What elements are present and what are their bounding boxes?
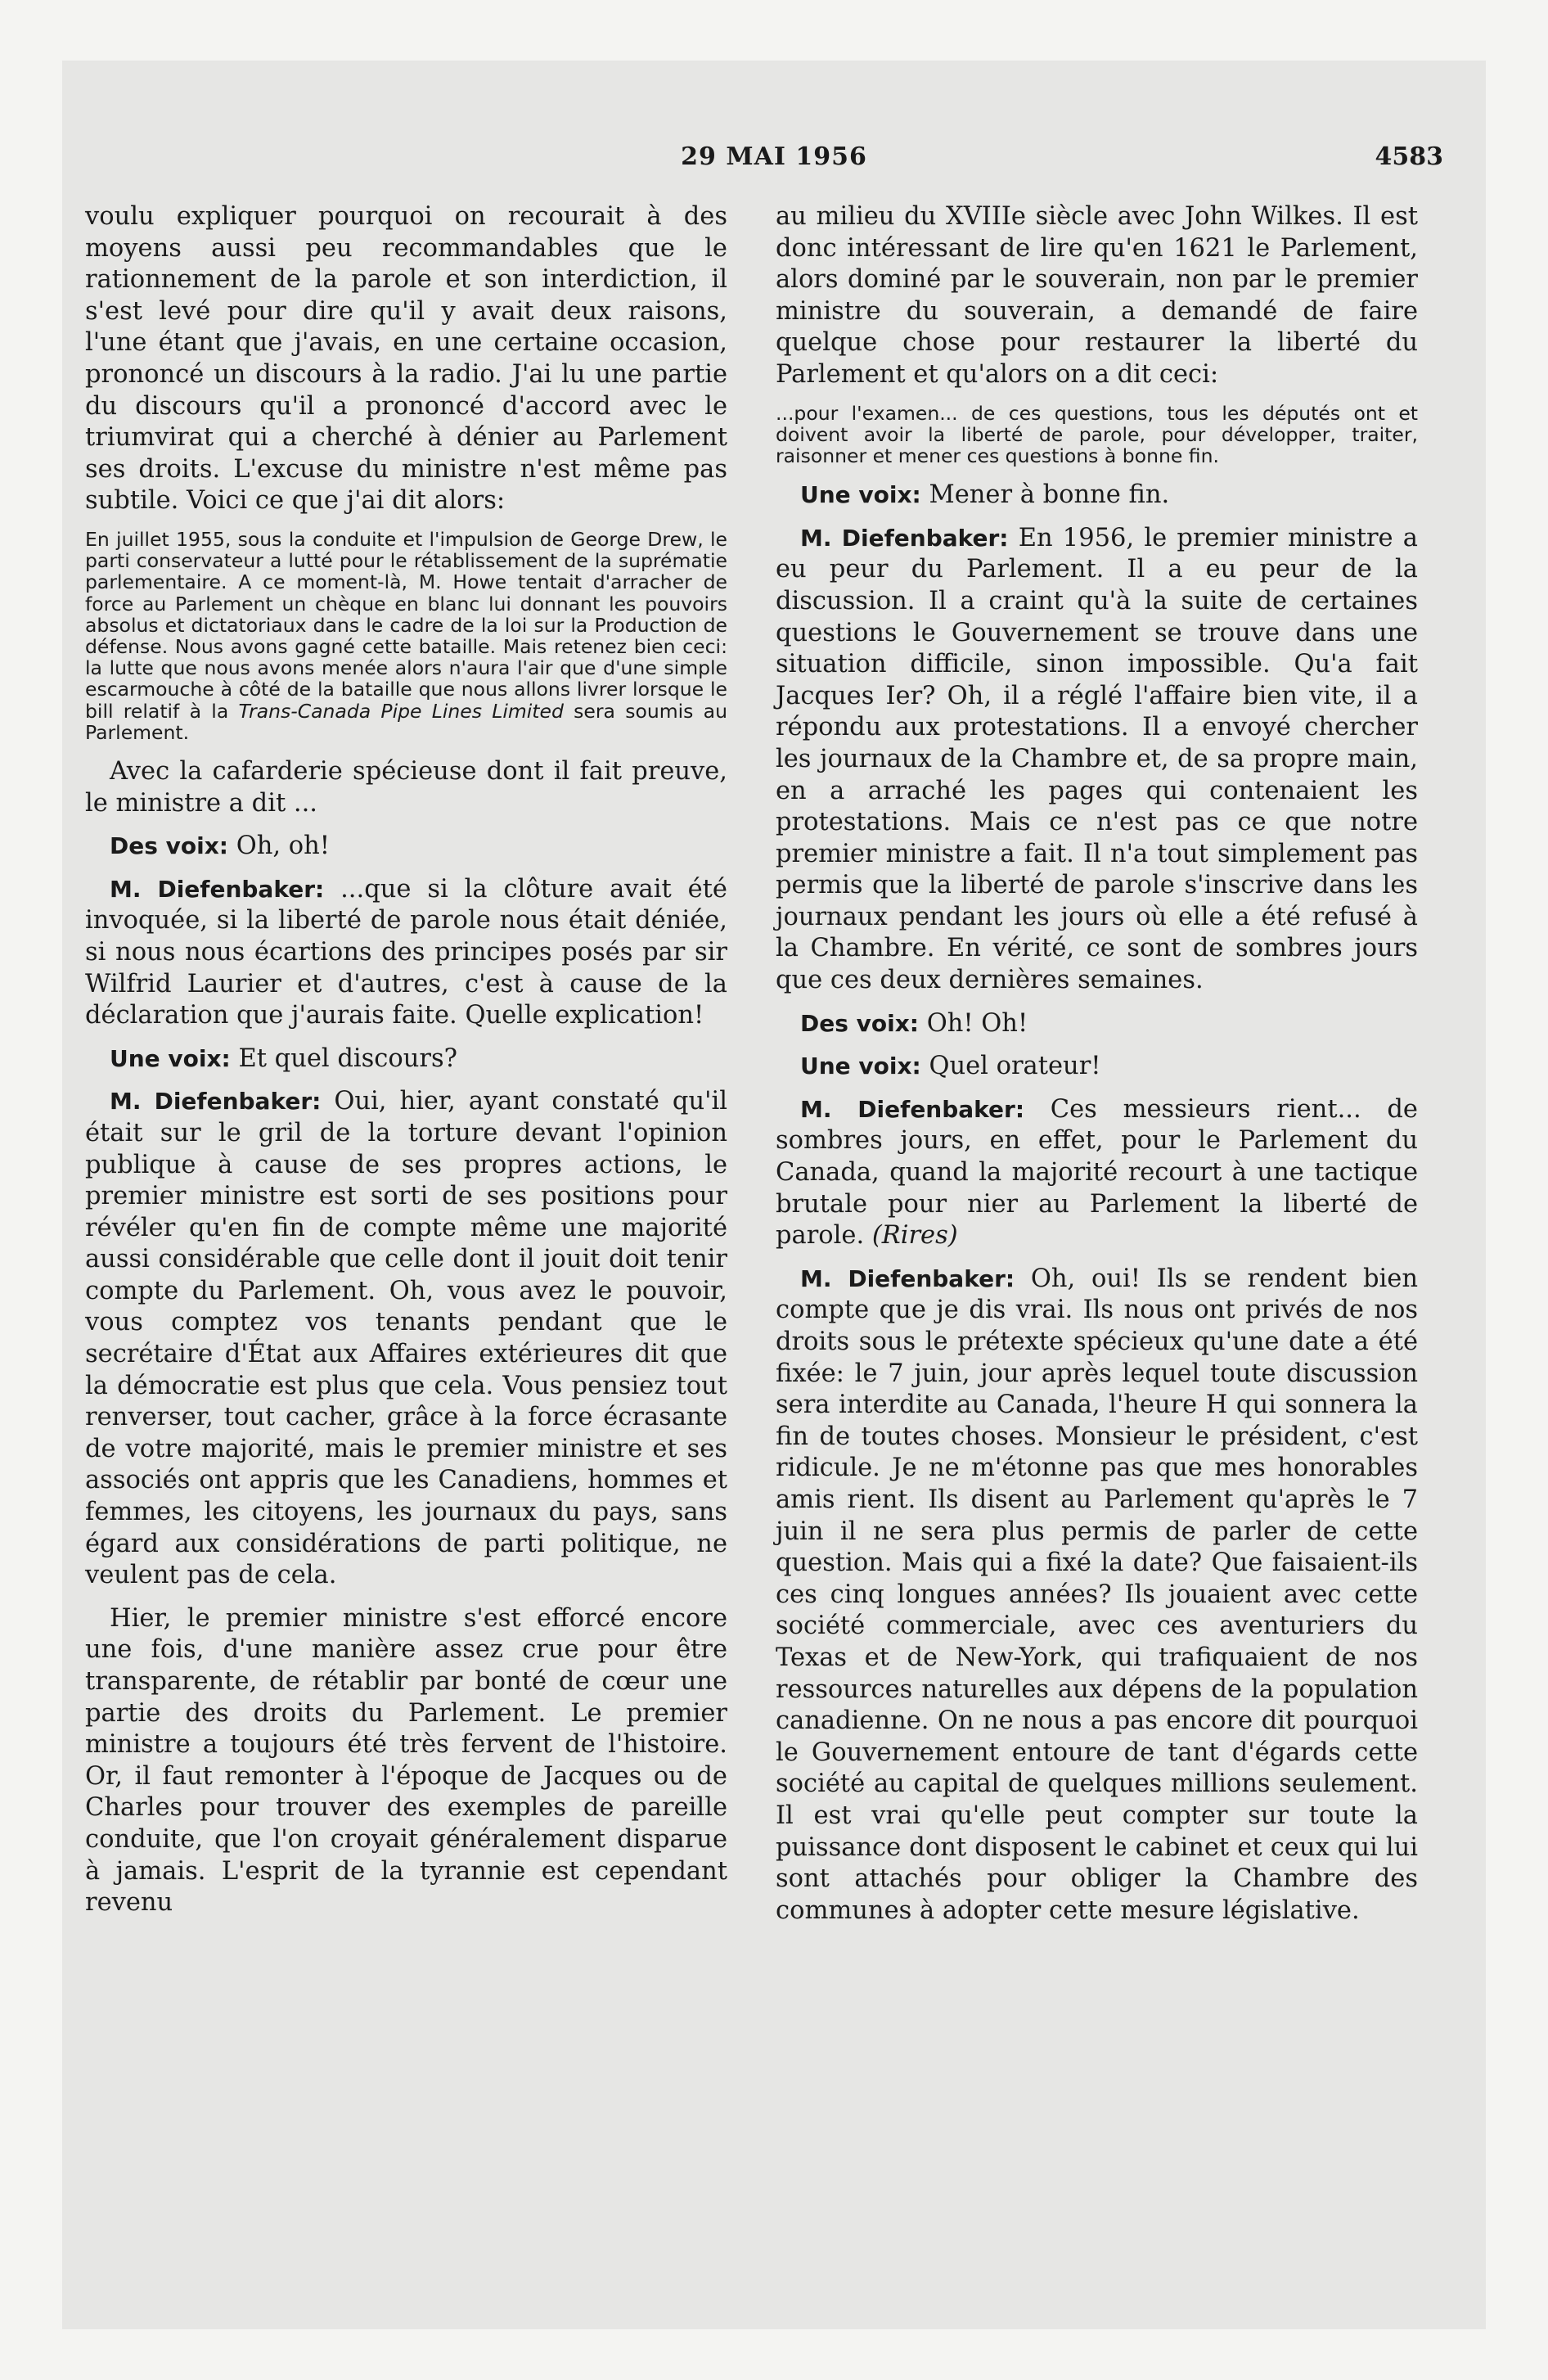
speaker-name: Des voix: bbox=[110, 832, 228, 860]
speaker-name: M. Diefenbaker: bbox=[800, 524, 1009, 552]
paragraph: au milieu du XVIIIe siècle avec John Wilkes. Il est donc intéressant de lire qu'en 1621 le Parlement, alors dominé par le souverain, non par le premier ministre du souverain, a demandé de faire quelque chose pour restaurer la liberté du Parlement et qu'alors on a dit ceci: bbox=[776, 202, 1418, 389]
speech-text: Quel orateur! bbox=[929, 1052, 1101, 1081]
speech-text: Et quel discours? bbox=[238, 1044, 457, 1073]
quote-italic: Trans-Canada Pipe Lines Limited bbox=[238, 699, 564, 723]
speech bbox=[776, 1051, 1418, 1083]
header-date: 29 MAI 1956 bbox=[681, 142, 867, 171]
speech-text: Oh! Oh! bbox=[926, 1008, 1028, 1038]
speaker-name: M. Diefenbaker: bbox=[110, 875, 325, 903]
speech-text: Oh, oh! bbox=[236, 832, 331, 861]
speech bbox=[85, 1086, 727, 1592]
quotation bbox=[85, 529, 727, 743]
speech bbox=[776, 1094, 1418, 1252]
speaker-name: Une voix: bbox=[800, 1053, 921, 1080]
page bbox=[62, 61, 1486, 2329]
quote-text: ...pour l'examen... de ces questions, tous les députés ont et doivent avoir la liberté de parole, pour développer, traiter, raisonner et mener ces questions à bonne fin. bbox=[776, 401, 1418, 467]
right-column bbox=[776, 201, 1418, 1938]
speech bbox=[85, 874, 727, 1032]
paragraph: Hier, le premier ministre s'est efforcé encore une fois, d'une manière assez crue pour être transparente, de rétablir par bonté de cœur une partie des droits du Parlement. Le premier ministre a toujours été très fervent de l'histoire. Or, il faut remonter à l'époque de Jacques ou de Charles pour trouver des exemples de pareille conduite, que l'on croyait généralement disparue à jamais. L'esprit de la tyrannie est cependant revenu bbox=[85, 1603, 727, 1918]
speaker-name: M. Diefenbaker: bbox=[800, 1264, 1015, 1292]
speech bbox=[85, 1044, 727, 1075]
speech-text: Oui, hier, ayant constaté qu'il était sur le gril de la torture devant l'opinion publique à cause de ses propres actions, le premier ministre est sorti de ses positions pour révéler qu'en fin de compte même une majorité aussi considérable que celle dont il jouit doit tenir compte du Parlement. Oh, vous avez le pouvoir, vous comptez vos tenants pendant que le secrétaire d'État aux Affaires extérieures dit que la démocratie est plus que cela. Vous pensiez tout renverser, tout cacher, grâce à la force écrasante de votre majorité, mais le premier ministre et ses associés ont appris que les Canadiens, hommes et femmes, les citoyens, les journaux du pays, sans égard aux considérations de parti politique, ne veulent pas de cela. bbox=[85, 1087, 727, 1590]
paragraph: Avec la cafarderie spécieuse dont il fait preuve, le ministre a dit ... bbox=[85, 756, 727, 818]
speech-text: En 1956, le premier ministre a eu peur du Parlement. Il a eu peur de la discussion. Il a craint qu'à la suite de certaines questions le Gouvernement se trouve dans une situation difficile, sinon impossible. Qu'a fait Jacques Ier? Oh, il a réglé l'affaire bien vite, il a répondu aux protestations. Il a envoyé chercher les journaux de la Chambre et, de sa propre main, en a arraché les pages qui contenaient les protestations. Mais ce n'est pas ce que notre premier ministre a fait. Il n'a tout simplement pas permis que la liberté de parole s'inscrive dans les journaux pendant les jours où elle a été refusé à la Chambre. En vérité, ce sont de sombres jours que ces deux dernières semaines. bbox=[776, 523, 1418, 995]
speech-text: Mener à bonne fin. bbox=[929, 480, 1170, 510]
speaker-name: Une voix: bbox=[110, 1044, 231, 1072]
speech bbox=[776, 523, 1418, 997]
speech-text: Ces messieurs rient... de sombres jours, en effet, pour le Parlement du Canada, quand la majorité recourt à une tactique brutale pour nier au Parlement la liberté de parole. bbox=[776, 1094, 1418, 1251]
speaker-name: Une voix: bbox=[800, 481, 921, 509]
speech-text: ...que si la clôture avait été invoquée, si la liberté de parole nous était déniée, si nous nous écartions des principes posés par sir Wilfrid Laurier et d'autres, c'est à cause de la déclaration que j'aurais faite. Quelle explication! bbox=[85, 874, 727, 1030]
speech-text: Oh, oui! Ils se rendent bien compte que je dis vrai. Ils nous ont privés de nos droits sous le prétexte spécieux qu'une date a été fixée: le 7 juin, jour après lequel toute discussion sera interdite au Canada, l'heure H qui sonnera la fin de toutes choses. Monsieur le président, c'est ridicule. Je ne m'étonne pas que mes honorables amis rient. Ils disent au Parlement qu'après le 7 juin il ne sera plus permis de parler de cette question. Mais qui a fixé la date? Que faisaient-ils ces cinq longues années? Ils jouaient avec cette société commerciale, avec ces aventuriers du Texas et de New-York, qui trafiquaient de nos ressources naturelles aux dépens de la population canadienne. On ne nous a pas encore dit pourquoi le Gouvernement entoure de tant d'égards cette société au capital de quelques millions seulement. Il est vrai qu'elle peut compter sur toute la puissance dont disposent le cabinet et ceux qui lui sont attachés pour obliger la Chambre des communes à adopter cette mesure législative. bbox=[776, 1264, 1418, 1925]
speech bbox=[776, 480, 1418, 512]
speech bbox=[776, 1264, 1418, 1927]
page-number: 4583 bbox=[1375, 142, 1443, 171]
speaker-name: M. Diefenbaker: bbox=[110, 1088, 322, 1116]
page-header bbox=[62, 142, 1486, 183]
speaker-name: M. Diefenbaker: bbox=[800, 1095, 1025, 1123]
quote-text-end: sera soumis au Parlement. bbox=[85, 699, 727, 744]
left-column bbox=[85, 201, 727, 1931]
speech bbox=[776, 1008, 1418, 1040]
quote-text: En juillet 1955, sous la conduite et l'impulsion de George Drew, le parti conservateur a lutté pour le rétablissement de la suprématie parlementaire. A ce moment-là, M. Howe tentait d'arracher de force au Parlement un chèque en blanc lui donnant les pouvoirs absolus et dictatoriaux dans le cadre de la loi sur la Production de défense. Nous avons gagné cette bataille. Mais retenez bien ceci: la lutte que nous avons menée alors n'aura l'air que d'une simple escarmouche à côté de la bataille que nous allons livrer lorsque le bill relatif à la bbox=[85, 527, 727, 723]
speaker-name: Des voix: bbox=[800, 1009, 919, 1037]
stage-direction: (Rires) bbox=[871, 1221, 958, 1251]
speech bbox=[85, 831, 727, 863]
quotation bbox=[776, 403, 1418, 467]
paragraph: voulu expliquer pourquoi on recourait à des moyens aussi peu recommandables que le rationnement de la parole et son interdiction, il s'est levé pour dire qu'il y avait deux raisons, l'une étant que j'avais, en une certaine occasion, prononcé un discours à la radio. J'ai lu une partie du discours qu'il a prononcé d'accord avec le triumvirat qui a cherché à dénier au Parlement ses droits. L'excuse du ministre n'est même pas subtile. Voici ce que j'ai dit alors: bbox=[85, 202, 727, 516]
